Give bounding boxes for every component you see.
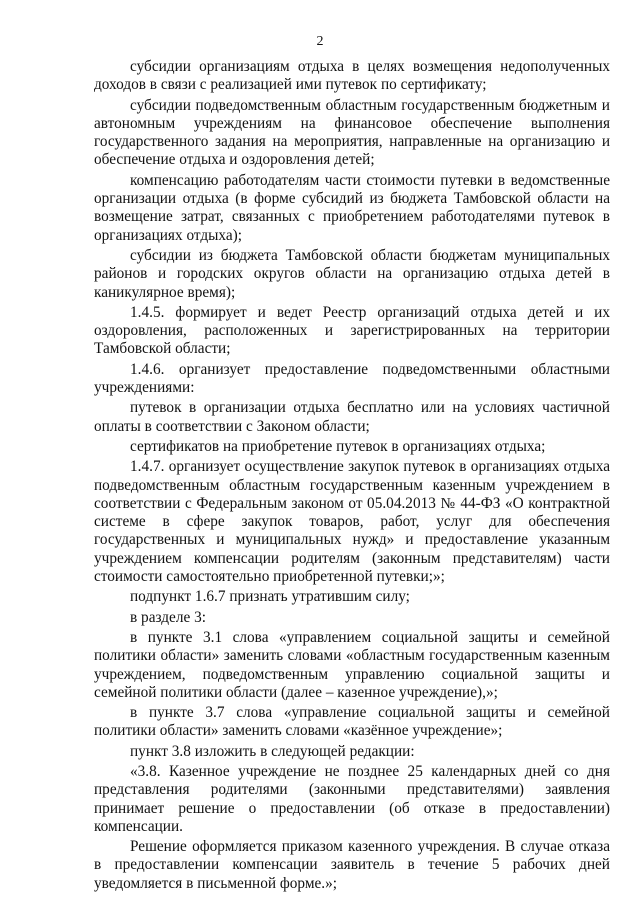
paragraph: субсидии из бюджета Тамбовской области бюджетам муниципальных районов и городских округов области на организацию отдыха детей в каникулярное время); xyxy=(94,246,610,301)
paragraph: пункт 3.8 изложить в следующей редакции: xyxy=(130,742,415,760)
paragraph: компенсацию работодателям части стоимости путевки в ведомственные организации отдыха (в форме субсидий из бюджета Тамбовской области на возмещение затрат, связанных с приобретением работодателями путевок в организациях отдыха); xyxy=(94,171,610,244)
paragraph: 1.4.7. организует осуществление закупок путевок в организациях отдыха подведомственным областным государственным казенным учреждением в соответствии с Федеральным законом от 05.04.2013 № 44-ФЗ «О контрактной системе в сфере закупок товаров, работ, услуг для обеспечения государственных и муниципальных нужд» и предоставление указанным учреждением компенсации родителям (законным представителям) части стоимости самостоятельно приобретенной путевки;»; xyxy=(94,458,610,586)
paragraph: путевок в организации отдыха бесплатно или на условиях частичной оплаты в соответствии с Законом области; xyxy=(94,399,610,435)
paragraph: субсидии подведомственным областным государственным бюджетным и автономным учреждениям на финансовое обеспечение выполнения государственного задания на мероприятия, направленные на организацию и обеспечение отдыха и оздоровления детей; xyxy=(94,96,610,169)
paragraph: Решение оформляется приказом казенного учреждения. В случае отказа в предоставлении компенсации заявитель в течение 5 рабочих дней уведомляется в письменной форме.»; xyxy=(94,838,610,892)
paragraph: 1.4.6. организует предоставление подведомственными областными учреждениями: xyxy=(94,360,610,397)
paragraph: подпункт 1.6.7 признать утратившим силу; xyxy=(130,588,410,606)
paragraph: «3.8. Казенное учреждение не позднее 25 календарных дней со дня представления родителями (законными представителями) заявления принимает решение о предоставлении (об отказе в предоставлении) компенсации. xyxy=(94,762,610,835)
page-number: 2 xyxy=(316,34,324,49)
paragraph: в пункте 3.7 слова «управление социальной защиты и семейной политики области» заменить словами «казённое учреждение»; xyxy=(94,704,610,740)
paragraph: субсидии организациям отдыха в целях возмещения недополученных доходов в связи с реализацией ими путевок по сертификату; xyxy=(94,58,610,94)
paragraph: в пункте 3.1 слова «управлением социальной защиты и семейной политики области» заменить словами «областным государственным казенным учреждением, подведомственным управлению социальной защиты и семейной политики области (далее – казенное учреждение),»; xyxy=(94,628,610,701)
paragraph: 1.4.5. формирует и ведет Реестр организаций отдыха детей и их оздоровления, расположенных и зарегистрированных на территории Тамбовской области; xyxy=(94,303,610,358)
paragraph: сертификатов на приобретение путевок в организациях отдыха; xyxy=(130,437,546,455)
paragraph: в разделе 3: xyxy=(130,608,206,626)
document-body xyxy=(94,58,610,895)
